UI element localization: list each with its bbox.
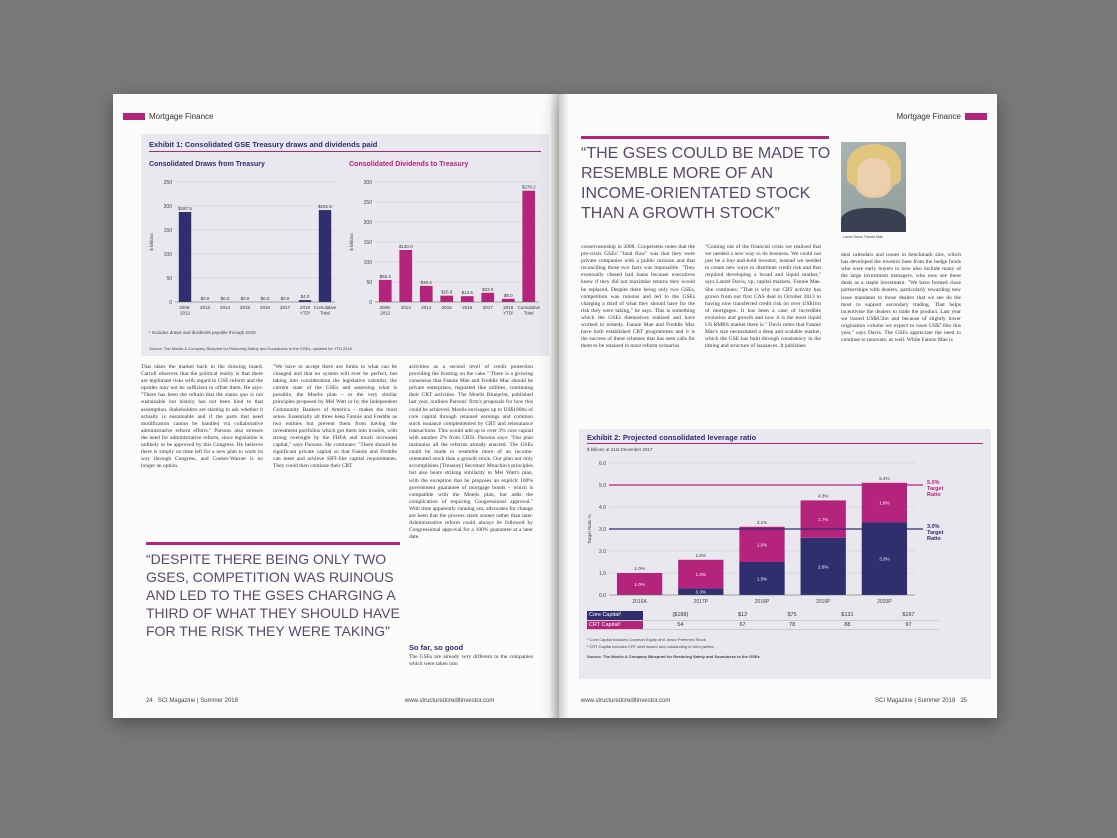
exhibit-1-footnote: ¹ Includes draws and dividends payable through 2018: [149, 330, 256, 335]
target-label: 5.0%: [927, 480, 940, 486]
y-tick-label: 200: [163, 204, 172, 210]
table-cell: 88: [817, 620, 878, 629]
y-tick-label: 100: [163, 252, 172, 258]
magazine-name: SCI Magazine | Summer 2018: [875, 698, 956, 704]
x-tick-label: Cumulative: [313, 305, 337, 310]
bar: [319, 210, 331, 302]
data-label: 0.3%: [695, 589, 706, 595]
chart-title: Consolidated Dividends to Treasury: [349, 161, 469, 168]
magazine-name: SCI Magazine | Summer 2018: [157, 698, 238, 704]
x-tick-label: 2016A: [632, 599, 647, 605]
y-tick-label: 0: [369, 300, 372, 306]
spine-shadow: [549, 94, 569, 718]
y-tick-label: 50: [366, 280, 372, 286]
y-tick-label: 3.0: [599, 527, 606, 533]
body-column-3: activities as a second level of credit protection providing the frosting on the cake." There is a growing consensus that Fannie Mae and Freddie Mac should be private enterprises, regulated like utilities, continuing their CRT activities. The Moelis Blueprint, published last year, outlines Parsons' firm's proposals for how this could be achieved. Moelis envisages up to US$180bn of core capital through retained earnings and common stock issuance complemented by CRT and reinsurance transactions. This would add up to over 3% core capital with another 2% from CRTs. Parsons says: "Our plan maintains all the reforms already enacted. The GSEs could be made to resemble more of an income-orientated stock than a growth stock. Our plan not only accomplishes [Treasury] Secretary Mnuchin's principles but also bears striking similarity to Mel Watt's plan, with the exception that he proposes an explicit 100% government guarantee of mortgage bonds – which is compatible with the Moelis plan, but adds the complication of requiring Congressional approval." With time apparently running out, advocates for change are keen that the process starts sooner rather than later. Administrative reform could always be followed by Congressional approval for a 100% guarantee at a later date.: [409, 364, 533, 541]
data-label: $130.0: [398, 244, 413, 249]
table-cell: $75: [767, 611, 817, 620]
x-tick-label: Total: [523, 310, 534, 316]
capital-table: [587, 611, 939, 630]
dividends-chart: [345, 156, 545, 328]
x-tick-label: 2013: [199, 305, 211, 310]
table-cell: $131: [817, 611, 878, 620]
draws-chart: [145, 156, 341, 328]
section-tag: [123, 112, 213, 121]
x-tick-label: YTD¹: [503, 310, 514, 316]
x-tick-label: 2014: [421, 305, 432, 310]
exhibit-1-title: Exhibit 1: Consolidated GSE Treasury draws and dividends paid: [149, 140, 378, 149]
y-tick-label: 250: [363, 200, 372, 206]
data-label: 1.5%: [756, 576, 768, 582]
y-tick-label: 150: [163, 228, 172, 234]
x-tick-label: 2016: [462, 305, 473, 310]
table-cell: 97: [878, 620, 939, 629]
y-tick-label: 50: [166, 276, 172, 282]
x-tick-label: 2008-: [379, 305, 392, 310]
bar: [179, 212, 191, 302]
x-tick-label: Cumulative: [517, 305, 541, 310]
data-label: $0.0: [200, 296, 210, 301]
data-label: $0.0: [260, 296, 270, 301]
y-axis-label: $ billions: [349, 233, 354, 251]
y-tick-label: 300: [363, 180, 372, 186]
photo-caption: Laurel Davis, Fannie Mae: [843, 235, 883, 239]
body-column-1: conservatorship in 2008. Coopersteis notes that the pre-crisis GSEs' "fatal flaw" was that they were private companies with a public mission and that reconciling those two facts was impossible. "They eventually chased bad loans because executives knew if they did not maximise returns they would be replaced. Despite there being only two GSEs, competition was ruinous and led to the GSEs charging a third of what they should have for the risk they were taking," he says. This is something which the GSEs themselves realised and have worked to remedy. Fannie Mae and Freddie Mac have both established CRT programmes and it is the success of these schemes that has seen calls for them to be retained in most reform scenarios.: [581, 244, 695, 350]
portrait-face-front: [857, 158, 891, 196]
table-row: [587, 620, 939, 629]
data-label: 1.0%: [634, 582, 645, 587]
x-tick-label: 2014: [219, 305, 231, 310]
y-tick-label: 200: [363, 220, 372, 226]
exhibit-rule: [587, 443, 983, 444]
section-tag-bar: [123, 113, 145, 120]
bar: [420, 286, 433, 302]
footer-url: www.structuredcreditinvestor.com: [581, 698, 671, 704]
data-label: $191.5: [318, 204, 332, 210]
total-label: 4.3%: [818, 493, 829, 499]
pull-quote: “DESPITE THERE BEING ONLY TWO GSES, COMPETITION WAS RUINOUS AND LED TO THE GSES CHARGING A THIRD OF WHAT THEY SHOULD HAVE FOR THE RISK THEY WERE TAKING”: [146, 551, 400, 639]
bar: [481, 293, 494, 302]
table-cell: 67: [718, 620, 768, 629]
exhibit-2-source: Source: The Moelis & Company Blueprint for Restoring Safety and Soundness to the GSEs: [587, 654, 760, 659]
data-label: 1.8%: [879, 500, 890, 506]
table-cell: ($188): [643, 611, 718, 620]
y-tick-label: 0: [169, 300, 172, 306]
data-label: 3.3%: [879, 556, 890, 562]
target-label: Ratio: [927, 492, 941, 498]
y-tick-label: 0.0: [599, 593, 606, 599]
exhibit-rule: [149, 151, 541, 152]
y-tick-label: 6.0: [599, 461, 606, 467]
data-label: $23.0: [482, 286, 494, 292]
x-tick-label: 2018P: [754, 599, 770, 605]
data-label: $0.0: [220, 296, 230, 301]
data-label: $0.0: [240, 296, 250, 301]
bar: [461, 296, 474, 302]
y-tick-label: 250: [163, 180, 172, 186]
table-cell: $12: [718, 611, 768, 620]
data-label: 1.3%: [695, 572, 706, 578]
x-tick-label: 2016: [259, 305, 271, 310]
exhibit-2-footnote-2: ² CRT Capital includes CRT debt issued and outstanding to third parties: [587, 644, 714, 649]
x-tick-label: 2012: [179, 310, 191, 316]
body-column-2: "We have to accept there are limits to what can be changed and that no system will ever be perfect, but taking into consideration the legislative calendar, the current state of the GSEs and assessing what is possible, the Moelis plan – or the very similar principles proposed by Mel Watt or by the Independent Community Bankers of America – makes the most sense. Essentially all three keep Fannie and Freddie as two entities but prevent them from having the investment portfolios which got them into trouble, with strong oversight by the FHFA and much increased capital," says Parsons. He continues: "There should be significant private capital so that Fannie and Freddie can meet and achieve SIFI-like capital requirements. They could then continue their CRT: [273, 364, 397, 470]
y-tick-label: 5.0: [599, 483, 606, 489]
x-tick-label: 2018: [299, 305, 311, 310]
exhibit-2-footnote-1: ¹ Core Capital includes Common Equity and Junior Preferred Stock: [587, 637, 706, 642]
total-label: 1.6%: [695, 552, 706, 558]
y-axis-label: $ billions: [149, 233, 154, 251]
data-label: $4.0: [300, 294, 310, 300]
x-tick-label: 2018: [503, 305, 514, 310]
right-page: [559, 94, 997, 718]
exhibit-2: [579, 429, 991, 679]
section-tag-bar: [965, 113, 987, 120]
pull-quote: “THE GSES COULD BE MADE TO RESEMBLE MORE OF AN INCOME-ORIENTATED STOCK THAN A GROWTH STOCK”: [581, 145, 831, 222]
x-tick-label: 2008-: [179, 305, 191, 310]
body-column-1: That takes the market back to the drawing board. Carroll observes that the political reality is that there are legitimate risks with regard to GSE reform and the upsides may not be sufficient to offset them. He says: "There has been the refrain that the status quo is not sustainable but history has not been kind to that assumption. Stakeholders are starting to ask whether it actually is sustainable and if the parts that need modification cannot be handled via collaborative administrative reform efforts." Parsons also stresses the need for administrative reform, since legislation is unlikely to be approved by this Congress. He believes there is simply no time left for a new plan to work its way through Congress, and Coeker-Warner is no longer an option.: [141, 364, 263, 470]
data-label: $14.6: [461, 290, 473, 296]
data-label: $187.5: [178, 206, 192, 211]
portrait-photo: [841, 142, 906, 232]
target-label: Ratio: [927, 536, 941, 542]
chart-title: Consolidated Draws from Treasury: [149, 161, 265, 168]
y-axis-label: Target Ratio %: [587, 514, 592, 544]
body-column-3: deal calendars and issues in benchmark size, which has developed the investor base from the hedge funds who were early buyers to now also include many of the large investment managers, who now see these deals as a staple investment. "We have formed close partnerships with dealers, particularly rewarding new issue mandates to those dealers that we see do the most to support secondary trading. That helps incentivise the dealers to trade the product. Last year we issued US$8.5bn and because of slightly lower origination volume we expect to issue US$7.6bn this year," says Davis. The GSEs appreciate the need to continue to innovate, as well. While Fannie Mae is: [841, 252, 961, 344]
exhibit-1-source: Source: The Moelis & Company Blueprint for Restoring Safety and Soundness to the GSEs, updated for YTD 2018: [149, 346, 352, 351]
exhibit-1: [141, 134, 549, 356]
page-number: 25: [960, 698, 967, 704]
pull-quote-rule: [581, 136, 829, 139]
bar: [379, 280, 392, 302]
y-tick-label: 1.0: [599, 571, 606, 577]
total-label: 3.1%: [756, 519, 768, 525]
body-column-2: "Coming out of the financial crisis we realised that we needed a new way to do business. We could not just be a buy-and-hold investor, instead we needed to create new ways to distribute credit risk and that required developing a broad and liquid market," says Laurel Davis, vp, capital markets, Fannie Mae. She continues: "That is why our CRT activity has grown from our first CAS deal in October 2013 to having now transferred credit risk on over US$1trn of mortgages. It has been a case of incredible evolution and growth and now it is the most liquid US RMBS market there is." Davis notes that Fannie Mae's size necessitated a deep and scalable market, which the GSE has built through consistency in the timing and structure of issuances. It publishes: [705, 244, 821, 350]
section-label: Mortgage Finance: [896, 112, 961, 121]
total-label: 5.1%: [879, 475, 890, 481]
x-tick-label: 2015: [441, 305, 452, 310]
data-label: $0.0: [280, 296, 290, 301]
section-tag: [897, 112, 987, 121]
exhibit-2-unit: $ billions at 31st December 2017: [587, 447, 653, 452]
pull-quote-rule: [146, 542, 400, 545]
subhead: So far, so good: [409, 643, 464, 652]
x-tick-label: 2017: [482, 305, 493, 310]
table-cell: 54: [643, 620, 718, 629]
table-cell: $167: [878, 611, 939, 620]
data-label: $40.2: [420, 279, 432, 285]
table-cell: 78: [767, 620, 817, 629]
section-label: Mortgage Finance: [149, 112, 214, 121]
bar: [522, 191, 535, 302]
footer-left: [146, 698, 238, 704]
footer-url: www.structuredcreditinvestor.com: [405, 698, 495, 704]
bar: [440, 296, 453, 302]
left-page: [113, 94, 559, 718]
data-label: $15.8: [441, 289, 453, 295]
footer-right: [875, 698, 967, 704]
table-row: [587, 611, 939, 620]
data-label: 2.6%: [818, 564, 829, 570]
target-label: 3.0%: [927, 524, 940, 530]
row-label: Core Capital¹: [587, 611, 643, 620]
bar: [502, 299, 515, 302]
x-tick-label: 2020P: [877, 599, 892, 605]
x-tick-label: 2015: [239, 305, 251, 310]
y-tick-label: 2.0: [599, 549, 606, 555]
data-label: $8.0: [503, 292, 513, 298]
x-tick-label: 2013: [400, 305, 411, 310]
body-column-3-end: The GSEs are already very different to the companies which were taken into: [409, 654, 533, 668]
x-tick-label: 2017P: [693, 599, 709, 605]
y-tick-label: 150: [363, 240, 372, 246]
exhibit-2-title: Exhibit 2: Projected consolidated leverage ratio: [587, 433, 757, 442]
x-tick-label: Total: [320, 310, 330, 316]
x-tick-label: 2012: [380, 310, 391, 316]
x-tick-label: 2019P: [815, 599, 831, 605]
x-tick-label: YTD¹: [299, 310, 311, 316]
total-label: 1.0%: [634, 566, 645, 571]
y-tick-label: 100: [363, 260, 372, 266]
portrait-shoulders: [841, 208, 906, 232]
y-tick-label: 4.0: [599, 505, 606, 511]
data-label: $278.2: [521, 184, 536, 190]
row-label: CRT Capital²: [587, 620, 643, 629]
data-label: 1.7%: [818, 517, 829, 523]
data-label: $55.2: [379, 273, 391, 279]
page-number: 24: [146, 698, 153, 704]
data-label: 1.6%: [756, 542, 768, 548]
leverage-chart: [583, 455, 987, 611]
target-label: Target: [927, 530, 944, 536]
target-label: Target: [927, 486, 944, 492]
bar: [399, 250, 412, 302]
x-tick-label: 2017: [279, 305, 291, 310]
